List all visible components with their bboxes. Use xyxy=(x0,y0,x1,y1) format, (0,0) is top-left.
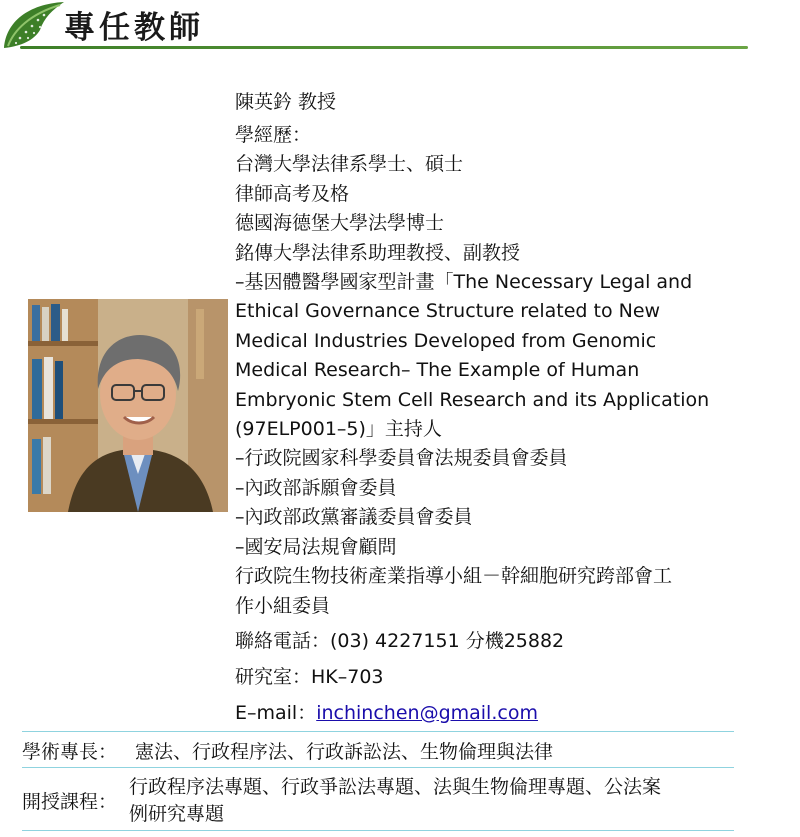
bio-line: 作小組委員 xyxy=(235,594,331,617)
page-header xyxy=(0,0,750,52)
header-divider xyxy=(20,46,748,49)
email-link[interactable]: inchinchen@gmail.com xyxy=(316,701,538,724)
bio-heading: 學經歷： xyxy=(235,124,312,146)
bio-line: 德國海德堡大學法學博士 xyxy=(235,212,445,235)
bio-line: Ethical Governance Structure related to New xyxy=(235,300,661,323)
bio-line: (97ELP001–5)」主持人 xyxy=(235,418,442,441)
bio-line: –國安局法規會顧問 xyxy=(235,535,397,558)
expertise-value: 憲法、行政程序法、行政訴訟法、生物倫理與法律 xyxy=(135,741,554,763)
email-row xyxy=(235,695,745,731)
bottom-divider xyxy=(22,830,734,831)
page-title: 專任教師 xyxy=(64,10,204,46)
bio-line: –行政院國家科學委員會法規委員會委員 xyxy=(235,447,568,470)
email-label: E–mail： xyxy=(235,701,317,724)
bio-line: Medical Industries Developed from Genomic xyxy=(235,329,657,352)
bio-line: –內政部訴願會委員 xyxy=(235,476,397,499)
professor-photo xyxy=(28,299,228,512)
phone-number: 聯絡電話：(03) 4227151 分機25882 xyxy=(235,629,565,652)
office-room: 研究室：HK–703 xyxy=(235,665,384,688)
bio-line: 台灣大學法律系學士、碩士 xyxy=(235,153,464,176)
expertise-label: 學術專長： xyxy=(22,741,118,763)
profile-info xyxy=(235,88,745,731)
courses-line: 例研究專題 xyxy=(129,803,225,825)
bio-line: –內政部政黨審議委員會委員 xyxy=(235,506,473,529)
bio-line: 銘傳大學法律系助理教授、副教授 xyxy=(235,241,521,264)
leaf-logo-icon xyxy=(0,0,70,50)
expertise-row xyxy=(22,731,734,767)
bio-line: Medical Research– The Example of Human xyxy=(235,359,640,382)
bio-line: 律師高考及格 xyxy=(235,182,350,205)
bio-line: Embryonic Stem Cell Research and its Application xyxy=(235,388,710,411)
courses-line: 行政程序法專題、行政爭訟法專題、法與生物倫理專題、公法案 xyxy=(129,776,662,798)
professor-name: 陳英鈐 教授 xyxy=(235,91,337,113)
courses-label: 開授課程： xyxy=(22,791,118,813)
courses-row xyxy=(22,767,734,830)
bio-line: –基因體醫學國家型計畫「The Necessary Legal and xyxy=(235,271,693,294)
bio-line: 行政院生物技術產業指導小組－幹細胞研究跨部會工 xyxy=(235,565,673,588)
